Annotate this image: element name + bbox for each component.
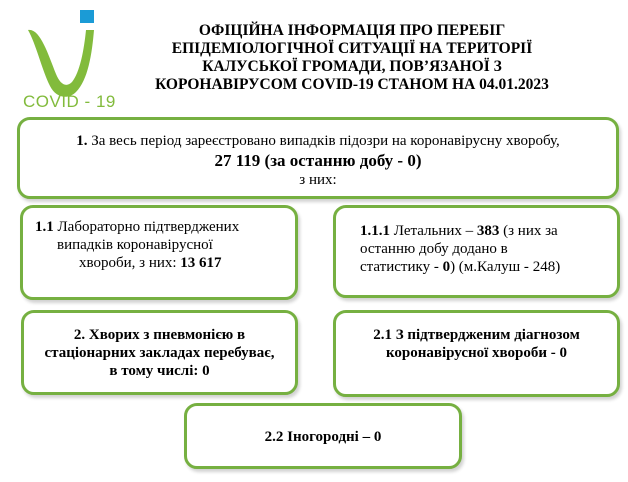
- title-line: КОРОНАВІРУСОМ COVID-19 СТАНОМ НА 04.01.2023: [155, 76, 549, 93]
- box111-line2: останню добу додано в: [360, 241, 508, 257]
- box111-line3-pre: статистику -: [360, 259, 443, 275]
- box2-line2: стаціонарних закладах перебуває,: [44, 345, 275, 361]
- title-line: КАЛУСЬКОЇ ГРОМАДИ, ПОВ’ЯЗАНОЇ З: [202, 58, 502, 75]
- fatal-cases-box: [333, 205, 620, 298]
- box2-line1: 2. Хворих з пневмонією в: [73, 327, 246, 343]
- logo-text: COVID - 19: [23, 92, 116, 111]
- box111-line3-end: ): [555, 259, 561, 275]
- box1-text: За весь період зареєстровано випадків підозри на коронавірусну хворобу,: [87, 133, 560, 149]
- page-title: [118, 22, 586, 94]
- box1-number: 1.: [76, 133, 88, 149]
- non-residents-box: [184, 403, 462, 469]
- box111-line3-mid: ) (м.Калуш -: [450, 259, 533, 275]
- title-line: ОФІЦІЙНА ІНФОРМАЦІЯ ПРО ПЕРЕБІГ: [198, 22, 506, 39]
- box2-line3: в тому числі: 0: [109, 363, 210, 379]
- box111-label: Летальних –: [390, 223, 477, 239]
- box11-line2: випадків коронавірусної: [57, 237, 213, 253]
- box111-number: 1.1.1: [360, 223, 390, 239]
- box111-line1-rest: (з них за: [499, 223, 558, 239]
- box22-text: Іногородні – 0: [283, 429, 382, 445]
- box21-line2: коронавірусної хвороби - 0: [385, 345, 568, 361]
- box1-total: 27 119 (за останню добу - 0): [214, 151, 422, 170]
- box11-value: 13 617: [180, 255, 222, 271]
- confirmed-diagnosis-box: [333, 310, 620, 397]
- logo-v-shape: [28, 30, 94, 97]
- pneumonia-patients-box: [21, 310, 298, 395]
- box11-line3: хвороби, з них:: [79, 255, 181, 271]
- box21-number: 2.1: [373, 327, 392, 343]
- box111-value: 383: [476, 223, 500, 239]
- box22-number: 2.2: [264, 429, 284, 445]
- total-suspected-cases-box: [17, 117, 619, 199]
- box21-line1: З підтвердженим діагнозом: [391, 327, 580, 343]
- title-line: ЕПІДЕМІОЛОГІЧНОЇ СИТУАЦІЇ НА ТЕРИТОРІЇ: [171, 40, 533, 57]
- box1-suffix: з них:: [299, 172, 337, 188]
- lab-confirmed-cases-box: [20, 205, 298, 300]
- box111-day: 0: [442, 259, 451, 275]
- box111-kalush: 248: [532, 259, 556, 275]
- box11-line1: Лабораторно підтверджених: [53, 219, 240, 235]
- logo-blue-square: [80, 10, 94, 23]
- box11-number: 1.1: [35, 219, 54, 235]
